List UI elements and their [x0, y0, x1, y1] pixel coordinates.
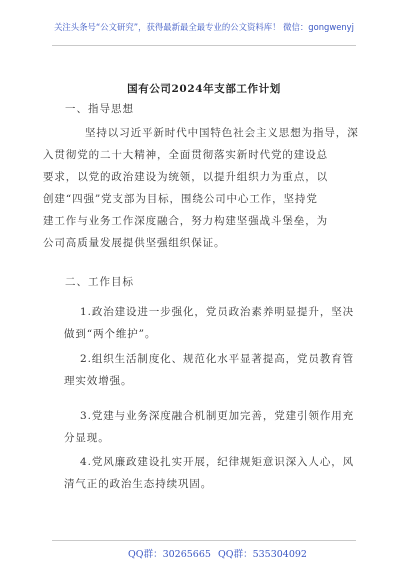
- section-heading-work-goals: 二、工作目标: [65, 276, 134, 288]
- goal-item-3: [64, 405, 355, 449]
- qq-group-1: QQ群：30265665: [128, 549, 211, 560]
- footer-divider: [52, 540, 356, 541]
- goal-line: 3.党建与业务深度融合机制更加完善，党建引领作用充: [80, 410, 355, 422]
- goal-line: 分显现。: [64, 432, 110, 444]
- paragraph-line: 要求，以党的政治建设为统领，以提升组织力为重点，以: [43, 171, 328, 183]
- header-divider: [52, 45, 356, 46]
- paragraph-line: 入贯彻党的二十大精神，全面贯彻落实新时代党的建设总: [43, 149, 328, 161]
- goal-line: 1.政治建设进一步强化，党员政治素养明显提升，坚决: [80, 306, 355, 318]
- qq-group-2: QQ群：535304092: [218, 549, 307, 560]
- guiding-ideology-paragraph: [43, 122, 359, 254]
- goal-line: 2.组织生活制度化、规范化水平显著提高，党员教育管: [80, 353, 355, 365]
- goal-line: 做到“两个维护”。: [64, 328, 157, 340]
- goal-item-2: [64, 348, 355, 392]
- goal-item-4: [64, 451, 355, 495]
- paragraph-line: 公司高质量发展提供坚强组织保证。: [43, 237, 226, 249]
- goal-line: 清气正的政治生态持续巩固。: [64, 478, 213, 490]
- document-title: 国有公司2024年支部工作计划: [127, 83, 281, 95]
- paragraph-line: 创建“四强”党支部为目标，围绕公司中心工作，坚持党: [43, 193, 318, 205]
- goal-item-1: [64, 301, 355, 345]
- section-heading-guiding-ideology: 一、指导思想: [65, 103, 134, 115]
- paragraph-line: 坚持以习近平新时代中国特色社会主义思想为指导，深: [85, 127, 359, 139]
- goal-line: 理实效增强。: [64, 375, 133, 387]
- header-note: 关注头条号“公文研究”，获得最新最全最专业的公文资料库！ 微信：gongwenyj: [54, 22, 354, 32]
- paragraph-line: 建工作与业务工作深度融合，努力构建坚强战斗堡垒，为: [43, 215, 328, 227]
- goal-line: 4.党风廉政建设扎实开展，纪律规矩意识深入人心，风: [80, 456, 355, 468]
